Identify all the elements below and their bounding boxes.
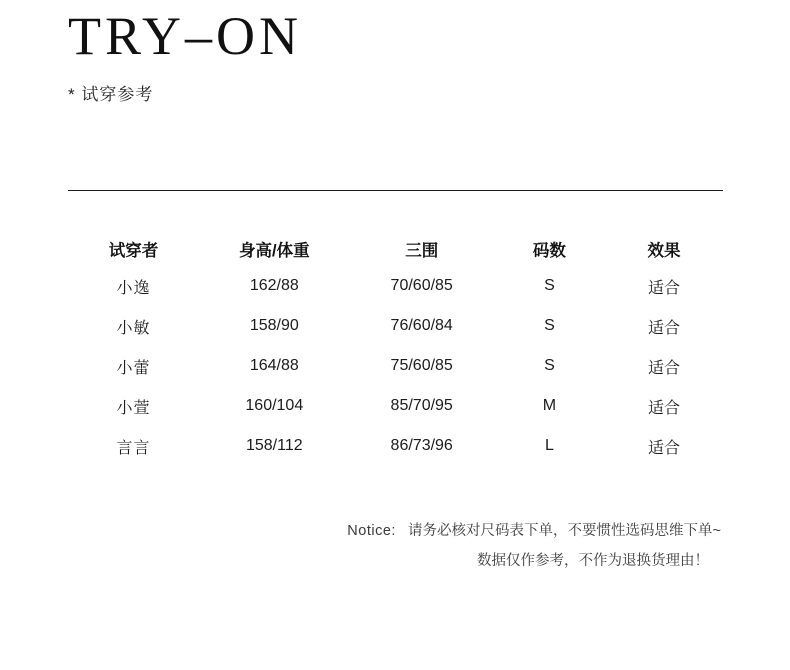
cell-measurements: 75/60/85 xyxy=(390,357,453,374)
column-header-height-weight: 身高/体重 xyxy=(239,242,310,260)
table-header-row xyxy=(68,232,723,266)
notice-line-1: 请务必核对尺码表下单，不要惯性选码思维下单~ xyxy=(408,523,721,539)
cell-measurements: 76/60/84 xyxy=(390,317,453,334)
cell-fit: 适合 xyxy=(648,359,681,377)
cell-person: 言言 xyxy=(116,439,151,457)
table-header xyxy=(68,232,723,266)
cell-measurements: 86/73/96 xyxy=(390,437,453,454)
cell-fit: 适合 xyxy=(648,399,681,417)
table-body xyxy=(68,266,723,466)
cell-person: 小敏 xyxy=(116,319,151,337)
title-block xyxy=(68,8,302,64)
header-divider xyxy=(68,190,723,191)
page-title: TRY–ON xyxy=(68,6,303,66)
column-header-measurements: 三围 xyxy=(405,242,439,260)
column-header-person: 试穿者 xyxy=(108,242,159,260)
cell-size: S xyxy=(544,317,555,334)
cell-height-weight: 158/112 xyxy=(245,437,303,454)
table-row xyxy=(68,426,723,466)
cell-fit: 适合 xyxy=(648,319,681,337)
cell-height-weight: 158/90 xyxy=(249,317,299,334)
page-subtitle: * 试穿参考 xyxy=(68,85,154,104)
table-row xyxy=(68,346,723,386)
table-row xyxy=(68,306,723,346)
notice-label: Notice: xyxy=(347,523,396,539)
cell-fit: 适合 xyxy=(648,439,681,457)
notice-block xyxy=(68,516,723,576)
cell-person: 小萱 xyxy=(116,399,151,417)
column-header-fit: 效果 xyxy=(647,242,681,260)
cell-person: 小逸 xyxy=(116,279,151,297)
try-on-table xyxy=(68,232,723,466)
cell-fit: 适合 xyxy=(648,279,681,297)
cell-height-weight: 164/88 xyxy=(249,357,299,374)
table-row xyxy=(68,386,723,426)
cell-person: 小蕾 xyxy=(116,359,151,377)
try-on-table-wrapper xyxy=(68,232,723,466)
cell-size: S xyxy=(544,357,555,374)
notice-line-2: 数据仅作参考，不作为退换货理由！ xyxy=(477,553,709,569)
cell-height-weight: 160/104 xyxy=(245,397,304,414)
cell-measurements: 70/60/85 xyxy=(390,277,453,294)
cell-size: S xyxy=(544,277,555,294)
cell-size: M xyxy=(542,397,557,414)
column-header-size: 码数 xyxy=(532,242,566,260)
table-row xyxy=(68,266,723,306)
cell-height-weight: 162/88 xyxy=(249,277,299,294)
cell-size: L xyxy=(544,437,554,454)
cell-measurements: 85/70/95 xyxy=(390,397,453,414)
